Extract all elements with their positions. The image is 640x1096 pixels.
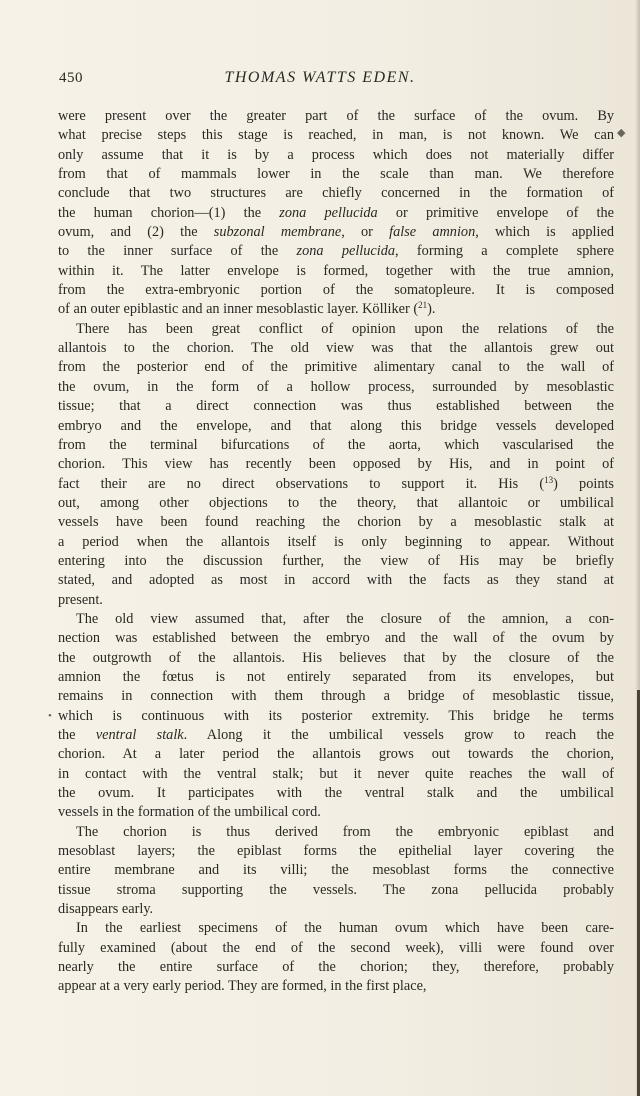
- text-line: from the posterior end of the primitive alimentary canal to the wall of: [58, 359, 614, 376]
- text-line: There has been great conflict of opinion upon the relations of the: [76, 320, 614, 337]
- text-line: The old view assumed that, after the closure of the amnion, a con-: [76, 610, 614, 627]
- text-line: fully examined (about the end of the second week), villi were found over: [58, 939, 614, 956]
- text-line: conclude that two structures are chiefly concerned in the formation of: [58, 185, 614, 202]
- text-line: of an outer epiblastic and an inner mesoblastic layer. Kölliker ($^{21}$).: [58, 300, 436, 318]
- text-line: entering into the discussion further, the view of His may be briefly: [58, 552, 614, 569]
- text-line: the outgrowth of the allantois. His believes that by the closure of the: [58, 649, 614, 666]
- text-line: vessels have been found reaching the chorion by a mesoblastic stalk at: [58, 514, 614, 531]
- text-line: only assume that it is by a process which does not materially differ: [58, 146, 614, 163]
- text-line: the human chorion—(1) the zona pellucida or primitive envelope of the: [58, 204, 614, 221]
- text-line: from that of mammals lower in the scale than man. We therefore: [58, 166, 614, 183]
- text-line: amnion the fœtus is not entirely separated from its envelopes, but: [58, 668, 614, 685]
- text-line: In the earliest specimens of the human ovum which have been care-: [76, 920, 614, 937]
- margin-mark: ◆: [617, 127, 626, 139]
- text-line: disappears early.: [58, 901, 154, 918]
- text-line: the ventral stalk. Along it the umbilical vessels grow to reach the: [58, 727, 614, 743]
- text-line: from the terminal bifurcations of the aorta, which vascularised the: [58, 436, 614, 453]
- text-line: were present over the greater part of the surface of the ovum. By: [58, 108, 614, 124]
- text-line: tissue stroma supporting the vessels. The zona pellucida probably: [58, 881, 614, 898]
- text-line: mesoblast layers; the epiblast forms the epithelial layer covering the: [58, 843, 614, 860]
- text-line: which is continuous with its posterior extremity. This bridge he terms: [58, 707, 614, 724]
- text-line: nearly the entire surface of the chorion; they, therefore, probably: [58, 959, 614, 976]
- page-number: 450: [59, 70, 83, 86]
- text-line: ovum, and (2) the subzonal membrane, or false amnion, which is applied: [58, 224, 614, 241]
- text-line: to the inner surface of the zona pellucida, forming a complete sphere: [58, 243, 614, 260]
- text-line: entire membrane and its villi; the mesoblast forms the connective: [58, 862, 614, 879]
- text-line: out, among other objections to the theory, that allantoic or umbilical: [58, 494, 614, 511]
- text-line: fact their are no direct observations to support it. His ($^{13}$) points: [58, 474, 614, 492]
- text-line: tissue; that a direct connection was thus established between the: [58, 398, 614, 415]
- text-line: The chorion is thus derived from the embryonic epiblast and: [76, 823, 614, 840]
- margin-mark: •: [48, 710, 52, 722]
- text-line: the ovum, in the form of a hollow process, surrounded by mesoblastic: [58, 378, 614, 395]
- text-line: present.: [58, 591, 103, 608]
- text-line: remains in connection with them through a bridge of mesoblastic tissue,: [58, 688, 614, 705]
- text-line: embryo and the envelope, and that along this bridge vessels developed: [58, 417, 614, 434]
- text-line: in contact with the ventral stalk; but it never quite reaches the wall of: [58, 765, 614, 782]
- text-line: within it. The latter envelope is formed, together with the true amnion,: [58, 262, 614, 279]
- text-line: appear at a very early period. They are formed, in the first place,: [58, 978, 427, 995]
- running-head: THOMAS WATTS EDEN.: [224, 69, 416, 86]
- text-line: what precise steps this stage is reached, in man, is not known. We can: [58, 127, 614, 144]
- text-line: nection was established between the embryo and the wall of the ovum by: [58, 630, 614, 647]
- text-line: a period when the allantois itself is only beginning to appear. Without: [58, 533, 614, 550]
- text-line: allantois to the chorion. The old view was that the allantois grew out: [58, 340, 614, 357]
- text-line: vessels in the formation of the umbilical cord.: [58, 804, 321, 821]
- text-line: from the extra-embryonic portion of the somatopleure. It is composed: [58, 282, 614, 299]
- text-line: chorion. This view has recently been opposed by His, and in point of: [58, 456, 614, 473]
- text-line: stated, and adopted as most in accord with the facts as they stand at: [58, 572, 614, 589]
- body-text: [58, 107, 614, 997]
- page-header: [0, 70, 640, 94]
- text-line: the ovum. It participates with the ventral stalk and the umbilical: [58, 785, 614, 802]
- text-line: chorion. At a later period the allantois grows out towards the chorion,: [58, 746, 614, 763]
